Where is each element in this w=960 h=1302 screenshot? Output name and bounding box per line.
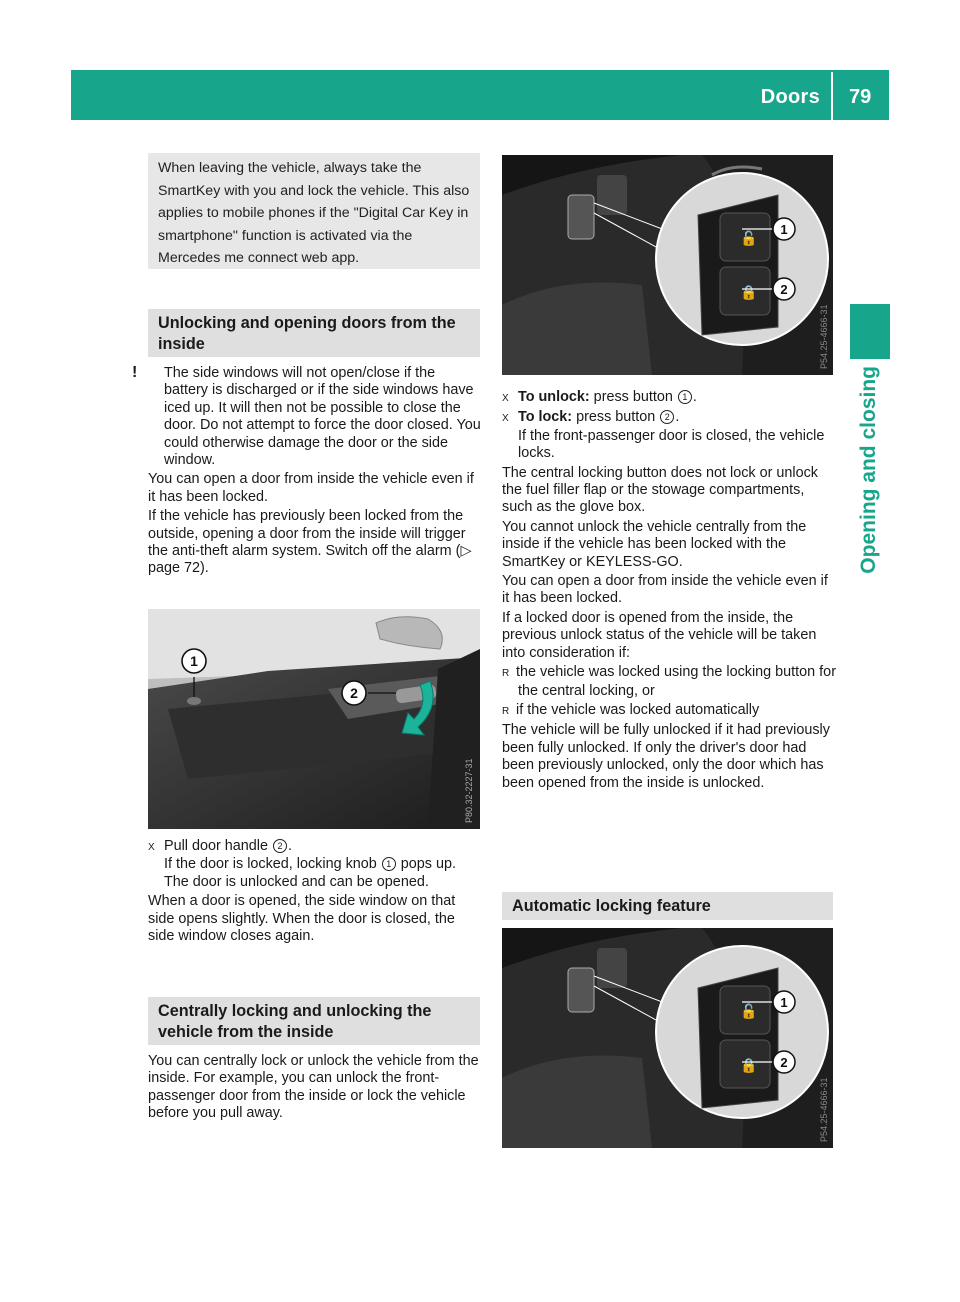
step-detail: If the front-passenger door is closed, the vehicle locks. — [518, 427, 825, 462]
paragraph: You can centrally lock or unlock the vehicle from the inside. For example, you can unlock the front-passenger door from the inside or lock the vehicle before you pull away. — [148, 1053, 479, 1122]
lock-button-figure — [502, 155, 833, 375]
paragraph-text: If the vehicle has previously been locked from the outside, opening a door from the inside will trigger the anti-theft alarm system. Switch off the alarm ( — [148, 508, 466, 560]
section-heading-automatic-locking — [502, 892, 833, 920]
step-text-end: . — [288, 838, 293, 854]
section-heading-unlocking — [148, 309, 480, 357]
step-detail-end: pops up. The door is unlocked and can be opened. — [164, 856, 456, 890]
bullet-item — [502, 702, 836, 720]
svg-text:🔒: 🔒 — [740, 285, 758, 301]
paragraph: If a locked door is opened from the inside, the previous unlock status of the vehicle will be taken into consideration if: — [502, 609, 817, 661]
warning-text: The side windows will not open/close if the battery is discharged or if the side windows have iced up. It will then not be possible to close the door. Do not attempt to force the door closed. You could otherwise damage the door or the side window. — [164, 365, 481, 469]
step-marker-icon: X — [502, 413, 509, 425]
section-heading-text: Centrally locking and unlocking the vehicle from the inside — [158, 1002, 432, 1041]
automatic-locking-figure — [502, 928, 833, 1148]
callout-1: 1 — [190, 653, 198, 669]
bullet-icon: R — [502, 705, 510, 717]
header-title: Doors — [760, 86, 820, 108]
door-interior-illustration — [148, 609, 480, 829]
figure-code: P80.32-2227-31 — [464, 758, 474, 823]
door-handle-figure — [148, 609, 480, 829]
svg-text:🔓: 🔓 — [740, 1004, 758, 1020]
paragraph: When a door is opened, the side window on that side opens slightly. When the door is closed, the side window closes again. — [148, 893, 456, 945]
callout-2: 2 — [350, 685, 358, 701]
step-pull-handle — [148, 838, 482, 891]
step-label: To unlock: — [518, 389, 590, 405]
svg-text:🔒: 🔒 — [740, 1058, 758, 1074]
warning-icon: ! — [132, 364, 138, 381]
bullet-icon: R — [502, 668, 510, 680]
callout-2: 2 — [780, 282, 788, 297]
step-lock: X To lock: press button 2 . If the front-passenger door is closed, the vehicle locks. — [502, 409, 825, 462]
paragraph: The central locking button does not lock or unlock the fuel filler flap or the stowage compartments, such as the glove box. — [502, 464, 818, 516]
central-locking-buttons-illustration-2 — [502, 928, 833, 1148]
figure-code: P54.25-4666-31 — [819, 304, 829, 369]
warning-paragraph — [132, 364, 482, 469]
callout-ref-1: 1 — [678, 390, 692, 404]
left-steps-block — [148, 838, 482, 947]
section-heading-central-locking — [148, 997, 480, 1045]
side-tab-label: Opening and closing — [857, 366, 880, 574]
side-tab — [845, 366, 895, 646]
side-tab-marker — [850, 304, 890, 359]
note-text: When leaving the vehicle, always take the SmartKey with you and lock the vehicle. This also applies to mobile phones if the "Digital Car Key in smartphone" function is activated via the Mercedes me connect web app. — [158, 160, 470, 267]
step-marker-icon: X — [502, 393, 509, 404]
step-unlock: X To unlock: press button 1 . — [502, 389, 836, 407]
page-reference[interactable]: page 72). — [148, 560, 209, 577]
section-heading-text: Automatic locking feature — [512, 897, 711, 915]
left-text-block — [132, 364, 482, 580]
callout-ref-2: 2 — [660, 410, 674, 424]
bullet-text: the vehicle was locked using the locking button for the central locking, or — [516, 664, 836, 699]
svg-text:🔓: 🔓 — [740, 231, 758, 247]
figure-code: P54.25-4666-31 — [819, 1077, 829, 1142]
paragraph: The vehicle will be fully unlocked if it had previously been fully unlocked. If only the driver's door had been previously unlocked, only the door which has been opened from the inside is unlocked. — [502, 722, 830, 791]
step-text: press button — [589, 389, 677, 405]
step-text: press button — [572, 409, 660, 426]
callout-ref-2: 2 — [273, 839, 287, 853]
step-text: Pull door handle — [164, 838, 273, 854]
section-heading-text: Unlocking and opening doors from the inside — [158, 314, 456, 353]
callout-1: 1 — [780, 995, 788, 1010]
paragraph-alarm — [148, 508, 482, 578]
central-locking-buttons-illustration — [502, 155, 833, 375]
callout-1: 1 — [780, 222, 788, 237]
step-detail: If the door is locked, locking knob — [164, 856, 381, 873]
page-reference-arrow-icon: ▷ — [460, 543, 472, 560]
bullet-item — [502, 664, 836, 700]
header-divider — [831, 72, 833, 120]
callout-2: 2 — [780, 1055, 788, 1070]
callout-ref-1: 1 — [382, 857, 396, 871]
page-number: 79 — [849, 86, 872, 108]
paragraph: You can open a door from inside the vehicle even if it has been locked. — [502, 573, 828, 607]
left-text-block-2 — [148, 1053, 482, 1125]
right-text-block — [502, 389, 836, 794]
paragraph: You cannot unlock the vehicle centrally from the inside if the vehicle has been locked with the SmartKey or KEYLESS-GO. — [502, 518, 807, 570]
step-marker-icon: X — [148, 842, 155, 853]
bullet-text: if the vehicle was locked automatically — [516, 701, 760, 718]
step-label: To lock: — [518, 409, 573, 426]
paragraph: You can open a door from inside the vehicle even if it has been locked. — [148, 471, 474, 505]
note-box — [148, 153, 480, 269]
